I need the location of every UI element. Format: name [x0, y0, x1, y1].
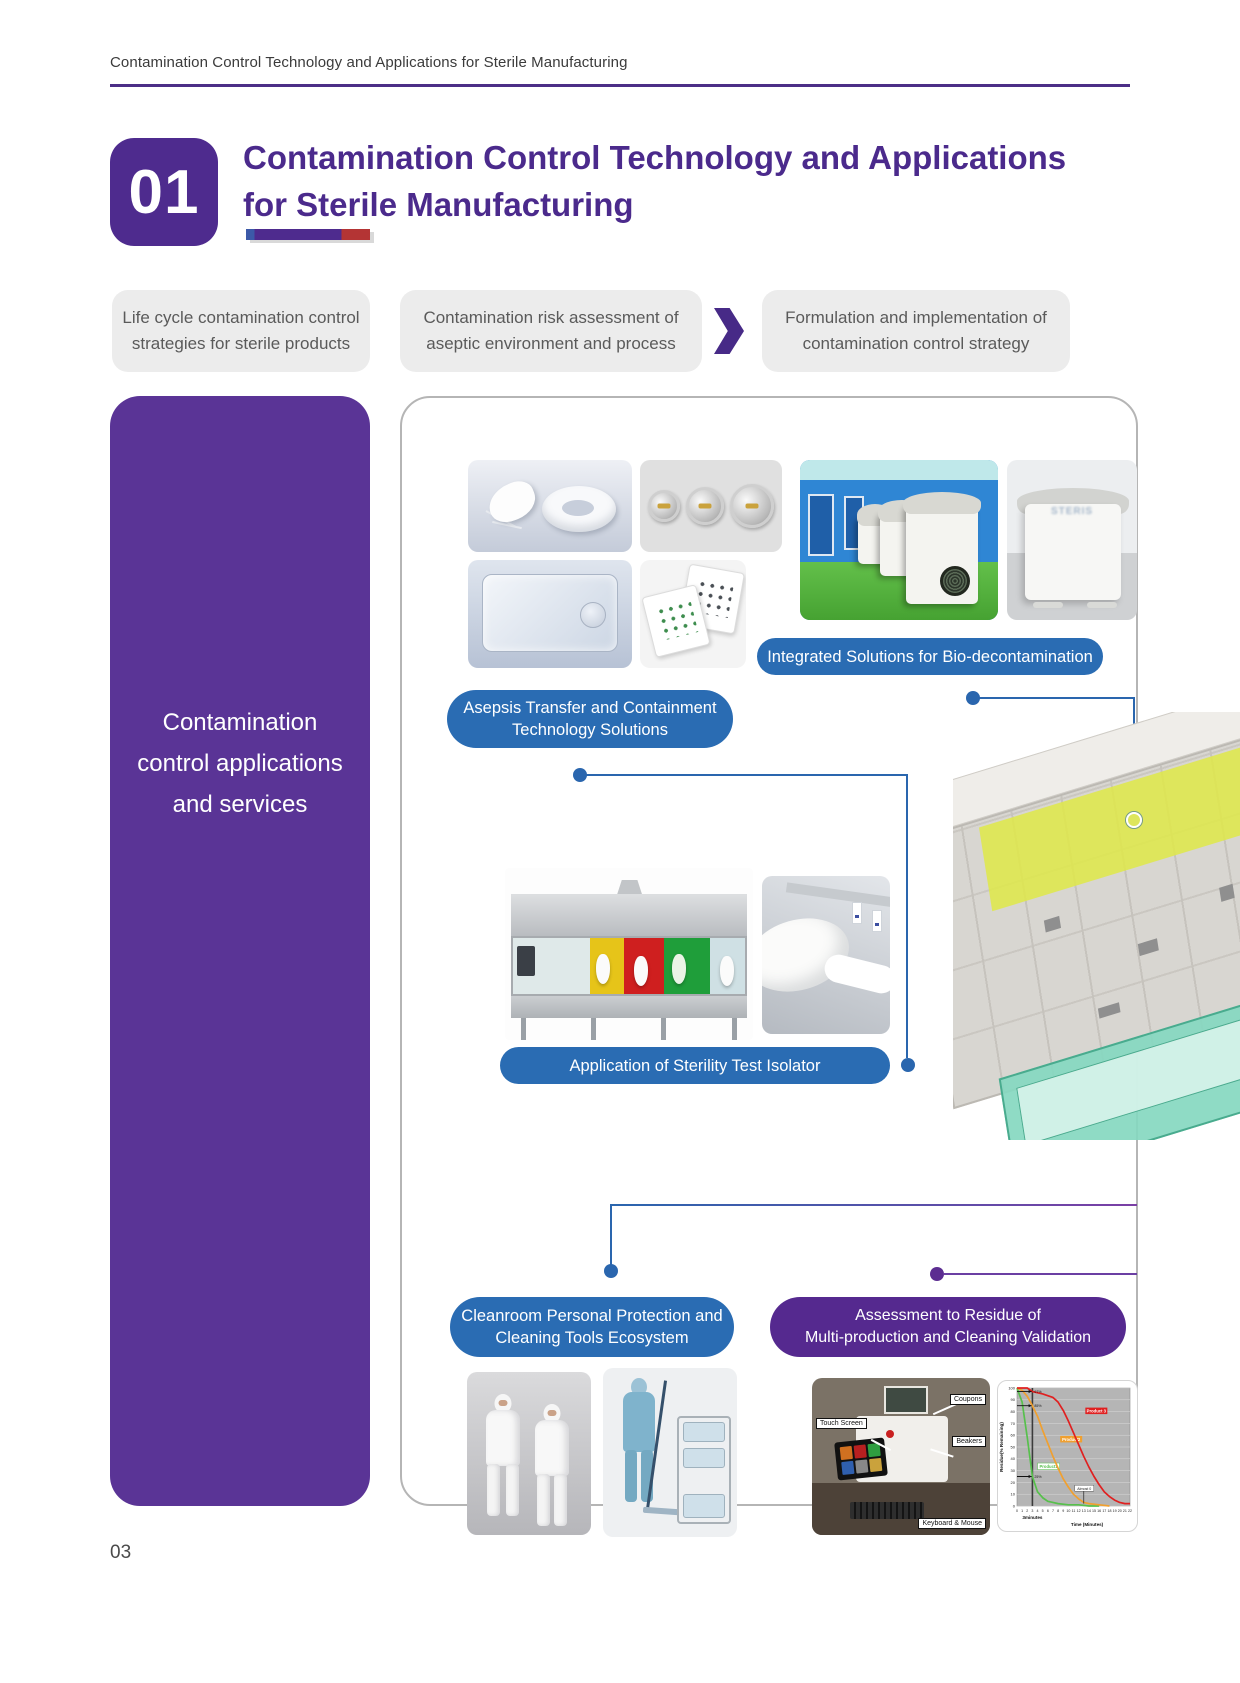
svg-text:25%: 25%	[1034, 1474, 1042, 1479]
sidebar-text-line1: Contamination	[162, 709, 318, 736]
label-line: Asepsis Transfer and Containment	[463, 699, 717, 717]
running-header: Contamination Control Technology and Applications for Sterile Manufacturing	[110, 54, 628, 71]
connector-line	[610, 1204, 1137, 1206]
section-title-line2: for Sterile Manufacturing	[243, 186, 634, 223]
residue-chart-svg	[998, 1381, 1137, 1531]
elastic-cover-opening	[562, 500, 594, 516]
annotation-touch-screen: Touch Screen	[816, 1418, 867, 1429]
flow-box-text: Formulation and implementation of	[785, 308, 1047, 327]
isolator-leg	[591, 1018, 596, 1040]
svg-text:3minutes: 3minutes	[1022, 1515, 1043, 1520]
machine-slot	[1087, 602, 1117, 608]
svg-text:40: 40	[1010, 1456, 1015, 1462]
port-ring	[730, 484, 774, 528]
annotation-beakers: Beakers	[952, 1436, 986, 1447]
connector-dot	[901, 1058, 915, 1072]
cleanroom-garments-photo	[467, 1372, 591, 1535]
stopper-packets-photo	[640, 560, 746, 668]
svg-text:90: 90	[1010, 1397, 1015, 1403]
transfer-port-rings-photo	[640, 460, 782, 552]
section-number: 01	[128, 157, 200, 227]
annotation-keyboard-mouse: Keyboard & Mouse	[918, 1518, 986, 1529]
svg-text:2: 2	[1026, 1509, 1029, 1513]
label-residue-assessment	[770, 1297, 1126, 1357]
isolator-leg	[732, 1018, 737, 1040]
cleaning-tools-photo	[603, 1368, 737, 1537]
isolator-window-red	[624, 938, 663, 994]
svg-text:10: 10	[1010, 1491, 1015, 1497]
svg-text:10: 10	[1066, 1509, 1071, 1513]
hanging-tag	[872, 910, 882, 932]
flow-box-text: Contamination risk assessment of	[423, 308, 679, 327]
sidebar-text-line3: and services	[172, 791, 308, 818]
flow-box-text: aseptic environment and process	[426, 334, 676, 353]
steris-logo: STERIS	[1050, 506, 1094, 517]
machine-plaque	[884, 1386, 928, 1414]
svg-text:Time (Minutes): Time (Minutes)	[1070, 1522, 1104, 1527]
machine-slot	[1033, 602, 1063, 608]
page-number: 03	[110, 1542, 132, 1563]
isolator-glove-port-photo	[762, 876, 890, 1034]
annotation-coupons: Coupons	[950, 1394, 986, 1405]
svg-text:50: 50	[1010, 1444, 1015, 1450]
svg-text:19: 19	[1112, 1509, 1117, 1513]
connector-dot	[930, 1267, 944, 1281]
title-underline-bar	[246, 229, 370, 240]
sterility-test-isolator-photo	[505, 868, 753, 1040]
keyboard	[850, 1502, 924, 1519]
isolator-base	[511, 996, 747, 1018]
residue-decay-chart	[997, 1380, 1138, 1532]
svg-text:20: 20	[1010, 1479, 1015, 1485]
label-line: Integrated Solutions for Bio-decontamination	[767, 647, 1093, 666]
svg-text:Almost 0: Almost 0	[1077, 1486, 1092, 1491]
svg-text:9: 9	[1062, 1509, 1065, 1513]
svg-text:80: 80	[1010, 1409, 1015, 1414]
connector-line	[944, 1273, 1137, 1275]
svg-text:12: 12	[1076, 1509, 1081, 1513]
emergency-button	[886, 1430, 894, 1438]
fogger-machine	[906, 504, 978, 604]
isolator-leg	[661, 1018, 666, 1040]
label-cleanroom-protection	[450, 1297, 734, 1357]
flow-box-risk-assessment	[400, 290, 702, 372]
connector-line	[580, 774, 908, 776]
connector-dot	[604, 1264, 618, 1278]
svg-text:3: 3	[1031, 1509, 1034, 1513]
flow-box-text: contamination control strategy	[802, 334, 1030, 353]
svg-text:85%: 85%	[1034, 1404, 1042, 1408]
label-line: Application of Sterility Test Isolator	[569, 1056, 821, 1075]
svg-text:5: 5	[1041, 1509, 1044, 1513]
isolator-hood	[511, 894, 747, 936]
glove-sleeve	[822, 952, 890, 997]
cleanroom-operator	[531, 1404, 573, 1526]
port-ring	[686, 487, 724, 525]
isolator-window-yellow	[590, 938, 625, 994]
cleaning-validation-rig-photo	[812, 1378, 990, 1535]
svg-text:11: 11	[1071, 1509, 1076, 1513]
port-ring	[648, 490, 680, 522]
svg-text:16: 16	[1097, 1509, 1102, 1513]
sterile-covers-photo	[468, 460, 632, 552]
flow-box-text: Life cycle contamination control	[122, 308, 360, 327]
isolator-control-panel	[517, 946, 535, 976]
biodecon-units-corridor-photo	[800, 460, 998, 620]
svg-text:6: 6	[1046, 1509, 1049, 1513]
cleanroom-operator	[481, 1394, 525, 1524]
svg-text:0: 0	[1012, 1503, 1015, 1509]
svg-text:20: 20	[1117, 1509, 1122, 1513]
stainless-rail	[786, 882, 890, 907]
section-number-badge	[110, 138, 218, 246]
facility-3d-body	[953, 712, 1240, 1140]
isolator-windows	[511, 936, 747, 996]
header-rule	[110, 84, 1130, 87]
facility-3d-render	[953, 712, 1240, 1140]
svg-text:30: 30	[1010, 1468, 1015, 1473]
svg-text:100: 100	[1008, 1385, 1015, 1391]
isolator-window-end	[710, 938, 745, 994]
cleaner-leg	[625, 1450, 637, 1502]
flow-box-lifecycle	[112, 290, 370, 372]
connector-line	[610, 1204, 612, 1266]
svg-text:97%: 97%	[1034, 1389, 1042, 1394]
label-sterility-test-isolator	[500, 1047, 890, 1084]
connector-ring-marker	[1126, 812, 1142, 828]
label-bio-decontamination	[757, 638, 1103, 675]
cleaner-suit	[623, 1392, 655, 1452]
svg-text:13: 13	[1081, 1509, 1086, 1513]
svg-text:0: 0	[1016, 1509, 1018, 1513]
decon-machine	[1025, 504, 1121, 600]
connector-line	[973, 697, 1134, 699]
svg-text:60: 60	[1010, 1432, 1015, 1438]
svg-text:17: 17	[1102, 1509, 1107, 1513]
svg-text:70: 70	[1010, 1420, 1015, 1426]
flow-box-strategy	[762, 290, 1070, 372]
sterile-transfer-bag-photo	[468, 560, 632, 668]
flow-box-text: strategies for sterile products	[131, 334, 351, 353]
label-line: Cleaning Tools Ecosystem	[495, 1329, 689, 1347]
svg-text:Residue(% Remaining): Residue(% Remaining)	[999, 1422, 1004, 1472]
chevron-right-icon	[714, 308, 744, 354]
svg-text:1: 1	[1021, 1509, 1024, 1513]
steris-decon-unit-photo	[1007, 460, 1137, 620]
svg-text:Product2: Product2	[1062, 1436, 1081, 1442]
sidebar-contamination-control	[110, 396, 370, 1506]
label-asepsis-transfer	[447, 690, 733, 748]
svg-text:8: 8	[1057, 1509, 1060, 1513]
cleaning-cart	[677, 1416, 731, 1524]
corridor-ceiling	[800, 460, 998, 480]
svg-text:15: 15	[1092, 1509, 1097, 1513]
svg-text:22: 22	[1128, 1509, 1132, 1513]
connector-line	[906, 774, 908, 1058]
label-line: Assessment to Residue of	[855, 1307, 1041, 1324]
section-title	[243, 134, 1143, 228]
label-line: Technology Solutions	[512, 721, 668, 739]
svg-text:21: 21	[1122, 1509, 1127, 1513]
isolator-window-green	[664, 938, 710, 994]
svg-text:4: 4	[1036, 1509, 1039, 1513]
svg-text:Product1: Product1	[1039, 1464, 1058, 1470]
hanging-tag	[852, 902, 862, 924]
svg-text:18: 18	[1107, 1509, 1112, 1513]
isolator-leg	[521, 1018, 526, 1040]
bag-port	[580, 602, 606, 628]
svg-text:14: 14	[1086, 1509, 1091, 1513]
corridor-door	[808, 494, 834, 556]
label-line: Cleanroom Personal Protection and	[461, 1307, 723, 1325]
sidebar-text-line2: control applications	[137, 750, 343, 777]
section-title-line1: Contamination Control Technology and Applications	[243, 139, 1067, 176]
label-line: Multi-production and Cleaning Validation	[804, 1329, 1092, 1346]
svg-text:Product 3: Product 3	[1086, 1408, 1106, 1414]
mop-head	[643, 1507, 679, 1515]
svg-text:7: 7	[1051, 1509, 1054, 1513]
